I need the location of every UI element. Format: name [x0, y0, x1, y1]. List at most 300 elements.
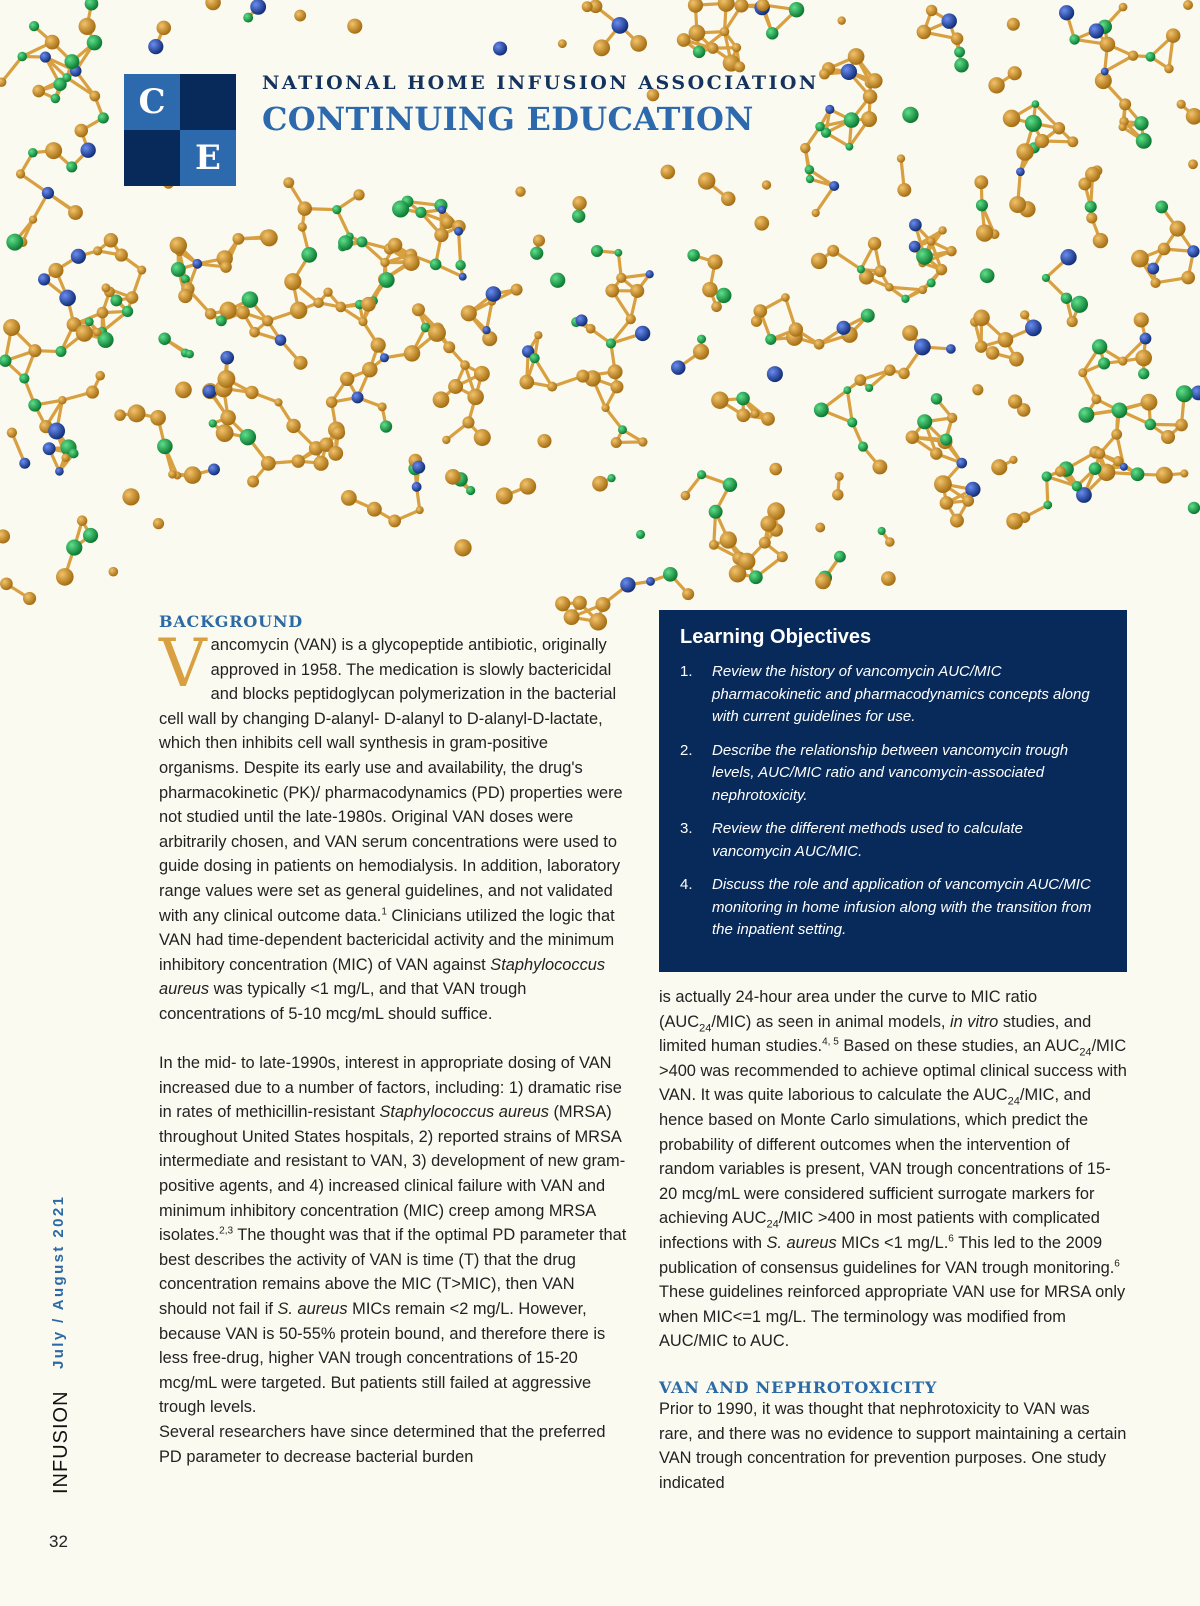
- atom-gold: [1003, 110, 1020, 127]
- atom-gold: [930, 447, 942, 459]
- atom-gold: [576, 370, 589, 383]
- atom-gold: [555, 596, 570, 611]
- atom-green: [1131, 467, 1145, 481]
- atom-gold: [814, 339, 825, 350]
- atom-gold: [403, 254, 420, 271]
- atom-gold: [1078, 368, 1087, 377]
- atom-blue: [646, 577, 655, 586]
- atom-blue: [1120, 463, 1128, 471]
- objective-text: Review the different methods used to calculate vancomycin AUC/MIC.: [712, 820, 1024, 860]
- atom-gold: [897, 154, 905, 162]
- atom-gold: [313, 298, 324, 309]
- atom-green: [901, 295, 909, 303]
- atom-green: [216, 315, 227, 326]
- atom-green: [1155, 201, 1168, 214]
- atom-blue: [192, 259, 202, 269]
- atom-blue: [576, 314, 588, 326]
- atom-gold: [1131, 250, 1149, 268]
- atom-gold: [496, 487, 513, 504]
- atom-gold: [298, 201, 312, 215]
- atom-gold: [515, 186, 525, 196]
- atom-blue: [220, 351, 234, 365]
- ce-logo: [124, 74, 236, 186]
- atom-green: [847, 417, 857, 427]
- atom-gold: [93, 328, 102, 337]
- atom-gold: [292, 454, 305, 467]
- atom-gold: [592, 476, 608, 492]
- atom-gold: [184, 466, 202, 484]
- atom-green: [380, 420, 392, 432]
- atom-green: [693, 46, 705, 58]
- atom-blue: [646, 270, 654, 278]
- atom-green: [834, 551, 846, 563]
- atom-green: [806, 175, 814, 183]
- atom-green: [663, 567, 678, 582]
- atom-gold: [93, 246, 102, 255]
- atom-gold: [1141, 394, 1158, 411]
- objective-item: [680, 874, 1105, 942]
- atom-gold: [48, 263, 63, 278]
- atom-green: [29, 21, 39, 31]
- atom-blue: [956, 458, 967, 469]
- atom-gold: [815, 574, 831, 590]
- atom-gold: [1161, 430, 1175, 444]
- atom-gold: [1118, 123, 1126, 131]
- atom-green: [1136, 133, 1152, 149]
- atom-gold: [1118, 356, 1127, 365]
- atom-gold: [972, 384, 983, 395]
- atom-blue: [946, 344, 956, 354]
- atom-gold: [729, 565, 747, 583]
- atom-gold: [249, 327, 260, 338]
- atom-gold: [800, 143, 810, 153]
- atom-gold: [611, 437, 622, 448]
- atom-gold: [1164, 64, 1173, 73]
- atom-green: [697, 470, 706, 479]
- nephrotoxicity-text: [659, 1397, 1127, 1495]
- atom-green: [857, 265, 865, 273]
- atom-gold: [973, 310, 990, 327]
- atom-green: [814, 402, 829, 417]
- atom-blue: [55, 467, 64, 476]
- atom-gold: [709, 540, 719, 550]
- atom-gold: [1020, 310, 1029, 319]
- atom-gold: [95, 371, 105, 381]
- atom-gold: [340, 372, 354, 386]
- atom-green: [19, 373, 29, 383]
- atom-gold: [236, 306, 250, 320]
- atom-gold: [1009, 352, 1024, 367]
- atom-blue: [438, 206, 446, 214]
- atom-green: [356, 236, 367, 247]
- atom-gold: [626, 314, 636, 324]
- atom-green: [878, 527, 886, 535]
- atom-gold: [1181, 271, 1195, 285]
- atom-gold: [56, 568, 74, 586]
- atom-gold: [718, 0, 735, 12]
- background-text: [159, 625, 627, 1469]
- atom-gold: [217, 370, 235, 388]
- atom-gold: [926, 5, 937, 16]
- atom-blue: [1060, 249, 1076, 265]
- atom-gold: [0, 529, 10, 543]
- atom-green: [430, 259, 442, 271]
- atom-gold: [863, 89, 878, 104]
- atom-gold: [998, 332, 1014, 348]
- atom-blue: [148, 39, 163, 54]
- atom-green: [1025, 115, 1042, 132]
- atom-gold: [976, 224, 993, 241]
- atom-gold: [572, 196, 586, 210]
- page-number: 32: [49, 1532, 68, 1551]
- atom-gold: [262, 315, 273, 326]
- atom-gold: [682, 588, 694, 600]
- atom-green: [6, 234, 23, 251]
- atom-gold: [951, 32, 964, 45]
- atom-green: [51, 94, 61, 104]
- atom-green: [697, 335, 706, 344]
- atom-gold: [362, 362, 378, 378]
- atom-gold: [434, 228, 448, 242]
- atom-gold: [153, 518, 164, 529]
- atom-gold: [874, 265, 886, 277]
- atom-green: [736, 392, 750, 406]
- atom-gold: [247, 476, 259, 488]
- atom-green: [301, 247, 317, 263]
- atom-gold: [707, 43, 718, 54]
- atom-gold: [205, 0, 221, 10]
- atom-green: [1145, 419, 1156, 430]
- atom-gold: [1180, 469, 1188, 477]
- atom-gold: [681, 491, 691, 501]
- atom-green: [1032, 100, 1040, 108]
- atom-green: [1043, 501, 1052, 510]
- atom-gold: [454, 539, 471, 556]
- atom-blue: [965, 482, 980, 497]
- atom-green: [28, 148, 38, 158]
- atom-gold: [328, 446, 343, 461]
- atom-green: [723, 478, 737, 492]
- atom-blue: [275, 334, 286, 345]
- atom-gold: [1094, 448, 1105, 459]
- atom-gold: [902, 325, 918, 341]
- atom-gold: [974, 175, 988, 189]
- atom-gold: [1055, 466, 1066, 477]
- atom-gold: [762, 180, 771, 189]
- atom-gold: [573, 596, 587, 610]
- atom-gold: [711, 392, 728, 409]
- atom-green: [927, 278, 936, 287]
- atom-gold: [533, 235, 545, 247]
- atom-gold: [962, 495, 974, 507]
- atom-gold: [433, 391, 450, 408]
- atom-gold: [812, 209, 820, 217]
- atom-gold: [61, 453, 70, 462]
- atom-gold: [170, 237, 187, 254]
- atom-gold: [1175, 419, 1188, 432]
- atom-gold: [114, 409, 126, 421]
- atom-gold: [975, 340, 987, 352]
- atom-green: [765, 334, 776, 345]
- atom-gold: [388, 238, 403, 253]
- atom-gold: [16, 169, 25, 178]
- atom-green: [845, 143, 853, 151]
- atom-gold: [76, 325, 93, 342]
- atom-gold: [761, 412, 775, 426]
- atom-gold: [353, 189, 364, 200]
- atom-green: [98, 112, 109, 123]
- atom-gold: [261, 229, 278, 246]
- atom-green: [766, 27, 778, 39]
- atom-green: [62, 73, 71, 82]
- atom-gold: [108, 567, 118, 577]
- atom-gold: [347, 19, 362, 34]
- atom-gold: [68, 205, 83, 220]
- atom-gold: [104, 233, 118, 247]
- atom-blue: [620, 577, 635, 592]
- atom-gold: [245, 386, 258, 399]
- atom-green: [916, 248, 933, 265]
- atom-blue: [19, 458, 30, 469]
- atom-gold: [58, 396, 66, 404]
- right-paragraph-2: Prior to 1990, it was thought that nephrotoxicity to VAN was rare, and there was no evidence to support maintaining a certain VAN trough concentration for prevention purposes. One study indicated: [659, 1399, 1127, 1492]
- ce-logo-e: E: [180, 130, 236, 186]
- atom-gold: [461, 305, 477, 321]
- atom-gold: [1007, 18, 1020, 31]
- atom-gold: [832, 489, 843, 500]
- atom-gold: [7, 428, 17, 438]
- atom-gold: [274, 398, 282, 406]
- atom-gold: [867, 73, 882, 88]
- atom-gold: [586, 324, 596, 334]
- atom-green: [64, 54, 79, 69]
- atom-blue: [829, 181, 839, 191]
- atom-green: [240, 429, 256, 445]
- atom-green: [805, 165, 815, 175]
- atom-green: [69, 449, 79, 459]
- atom-gold: [474, 366, 490, 382]
- atom-green: [85, 317, 94, 326]
- atom-gold: [988, 77, 1004, 93]
- ce-logo-c: C: [124, 74, 180, 130]
- atom-gold: [115, 249, 128, 262]
- right-paragraph-1: is actually 24-hour area under the curve to MIC ratio $(AUC_{24}/MIC)$ as seen in animal models, in vitro studies, and limited human studies.$^{4, 5}$ Based on these studies, an $AUC_{24}$/MIC >400 was recommended to achieve optimal clinical success with VAN. It was quite laborious to calculate the $AUC_{24}$/MIC, and hence based on Monte Carlo simulations, which predict the probability of different outcomes when the intervention of random variables is present, VAN trough concentrations of 15-20 mcg/mL were considered sufficient surrogate markers for achieving $AUC_{24}$/MIC >400 in most patients with complicated infections with S. aureus MICs <1 mg/L.$^6$ This led to the 2009 publication of consensus guidelines for VAN trough monitoring.$^6$ These guidelines reinforced appropriate VAN use for MRSA only when MIC<=1 mg/L. The terminology was modified from AUC/MIC to AUC.: [659, 988, 1127, 1351]
- atom-gold: [331, 426, 345, 440]
- atom-gold: [1119, 98, 1131, 110]
- atom-green: [66, 161, 77, 172]
- atom-green: [954, 58, 968, 72]
- atom-green: [954, 47, 965, 58]
- atom-green: [980, 268, 995, 283]
- atom-gold: [1135, 350, 1152, 367]
- page-sidebar: [44, 1196, 74, 1496]
- atom-gold: [938, 226, 946, 234]
- atom-gold: [630, 35, 647, 52]
- atom-green: [110, 294, 122, 306]
- atom-blue: [1059, 5, 1074, 20]
- atom-gold: [137, 266, 146, 275]
- atom-gold: [89, 91, 100, 102]
- atom-green: [1146, 52, 1156, 62]
- atom-gold: [23, 592, 36, 605]
- atom-gold: [917, 25, 931, 39]
- objective-number: 1.: [680, 663, 693, 680]
- atom-blue: [841, 64, 857, 80]
- atom-gold: [734, 61, 745, 72]
- background-paragraph-3: Several researchers have since determined that the preferred PD parameter to decrease bacterial burden: [159, 1423, 606, 1466]
- atom-gold: [45, 142, 62, 159]
- background-paragraph-1: ancomycin (VAN) is a glycopeptide antibiotic, originally approved in 1958. The medication is slowly bactericidal and blocks peptidoglycan polymerization in the bacterial cell wall by changing D-alanyl- D-alanyl to D-alanyl-D-lactate, which then inhibits cell wall synthesis in gram-positive organisms. Despite its early use and availability, the drug's pharmacokinetic (PK)/ pharmacodynamics (PD) properties were not studied until the late-1980s. Original VAN doses were arbitrarily chosen, and VAN serum concentrations were used to guide dosing in patients on hemodialysis. In addition, laboratory range values were set as general guidelines, and not validated with any clinical outcome data.$^1$ Clinicians utilized the logic that VAN had time-dependent bactericidal activity and the minimum inhibitory concentration (MIC) of VAN against Staphylococcus aureus was typically <1 mg/L, and that VAN trough concentrations of 5-10 mcg/mL should suffice.: [159, 636, 623, 1023]
- atom-gold: [122, 488, 139, 505]
- atom-green: [185, 350, 193, 358]
- atom-green: [1061, 293, 1072, 304]
- atom-blue: [203, 385, 217, 399]
- atom-gold: [294, 356, 308, 370]
- atom-blue: [909, 219, 922, 232]
- atom-gold: [707, 254, 722, 269]
- nephrotoxicity-heading: VAN AND NEPHROTOXICITY: [659, 1377, 938, 1397]
- atom-green: [157, 439, 173, 455]
- atom-gold: [1053, 122, 1065, 134]
- atom-green: [338, 235, 353, 250]
- learning-objectives-box: [659, 610, 1127, 972]
- atom-blue: [486, 286, 502, 302]
- atom-gold: [1067, 136, 1078, 147]
- atom-blue: [412, 482, 422, 492]
- atom-green: [85, 0, 99, 11]
- atom-blue: [80, 143, 95, 158]
- atom-gold: [781, 293, 790, 302]
- atom-gold: [827, 245, 839, 257]
- atom-green: [209, 419, 217, 427]
- atom-blue: [1089, 23, 1104, 38]
- atom-gold: [811, 253, 827, 269]
- atom-gold: [101, 283, 110, 292]
- atom-green: [843, 386, 851, 394]
- atom-gold: [519, 375, 534, 390]
- atom-gold: [881, 571, 896, 586]
- atom-gold: [720, 27, 730, 37]
- atom-green: [466, 486, 475, 495]
- atom-gold: [45, 35, 60, 50]
- atom-green: [1089, 462, 1102, 475]
- atom-green: [66, 539, 82, 555]
- atom-blue: [611, 17, 628, 34]
- atom-green: [902, 107, 918, 123]
- atom-gold: [511, 284, 523, 296]
- learning-objectives-title: Learning Objectives: [680, 626, 872, 648]
- objective-number: 2.: [680, 741, 693, 759]
- atom-gold: [815, 523, 825, 533]
- atom-green: [749, 570, 763, 584]
- atom-gold: [1085, 167, 1100, 182]
- atom-gold: [760, 516, 776, 532]
- atom-gold: [445, 469, 461, 485]
- atom-gold: [721, 192, 735, 206]
- atom-green: [158, 332, 171, 345]
- atom-gold: [848, 48, 865, 65]
- atom-gold: [79, 18, 96, 35]
- atom-green: [530, 247, 543, 260]
- atom-gold: [946, 246, 956, 256]
- atom-gold: [777, 551, 788, 562]
- atom-gold: [630, 284, 644, 298]
- atom-green: [455, 260, 465, 270]
- atom-gold: [1009, 456, 1017, 464]
- atom-gold: [601, 404, 609, 412]
- objective-number: 3.: [680, 820, 693, 837]
- atom-gold: [178, 289, 192, 303]
- objective-text: Describe the relationship between vancomycin trough levels, AUC/MIC ratio and vancomycin-associated nephrotoxicity.: [712, 741, 1069, 804]
- atom-gold: [819, 69, 830, 80]
- section-title: CONTINUING EDUCATION: [262, 100, 754, 138]
- atom-gold: [605, 284, 619, 298]
- atom-gold: [175, 382, 192, 399]
- association-name: NATIONAL HOME INFUSION ASSOCIATION: [262, 72, 819, 94]
- atom-green: [931, 393, 942, 404]
- atom-gold: [702, 282, 718, 298]
- atom-blue: [40, 52, 51, 63]
- atom-gold: [918, 285, 927, 294]
- atom-blue: [352, 391, 364, 403]
- atom-green: [1112, 402, 1128, 418]
- atom-gold: [885, 537, 895, 547]
- atom-green: [87, 35, 102, 50]
- atom-gold: [711, 301, 722, 312]
- atom-gold: [751, 316, 762, 327]
- atom-gold: [547, 382, 557, 392]
- background-paragraph-2: In the mid- to late-1990s, interest in appropriate dosing of VAN increased due to a number of factors, including: 1) dramatic rise in rates of methicillin-resistant Staphylococcus aureus (MRSA) throughout United States hospitals, 2) reported strains of MRSA intermediate and resistant to VAN, 3) development of new gram-positive agents, and 4) increased clinical failure with VAN and minimum inhibitory concentration (MIC) creep among MRSA isolates.$^{2,3}$ The thought was that if the optimal PD parameter that best describes the activity of VAN is time (T) that the drug concentration remains above the MIC (T>MIC), then VAN should not fail if S. aureus MICs remain <2 mg/L. However, because VAN is 50-55% protein bound, and therefore there is less free-drug, higher VAN trough concentrations of 15-20 mcg/mL were targeted. But patients still failed at aggressive trough levels.: [159, 1054, 627, 1417]
- objective-item: [680, 661, 1105, 729]
- atom-green: [815, 122, 825, 132]
- atom-green: [1042, 471, 1052, 481]
- atom-blue: [59, 290, 76, 307]
- atom-green: [618, 425, 627, 434]
- atom-gold: [298, 222, 307, 231]
- drop-cap: V: [159, 625, 207, 702]
- atom-gold: [126, 291, 139, 304]
- atom-green: [530, 353, 540, 363]
- atom-gold: [610, 380, 623, 393]
- atom-gold: [462, 416, 474, 428]
- atom-gold: [1091, 394, 1101, 404]
- atom-gold: [29, 215, 37, 223]
- atom-gold: [1111, 429, 1122, 440]
- atom-gold: [1183, 0, 1193, 10]
- atom-gold: [835, 472, 844, 481]
- atom-green: [1078, 407, 1094, 423]
- atom-gold: [1009, 196, 1026, 213]
- objective-text: Discuss the role and application of vancomycin AUC/MIC monitoring in home infusion along with the transition from the inpatient setting.: [712, 876, 1092, 938]
- atom-green: [709, 505, 723, 519]
- atom-gold: [443, 341, 455, 353]
- atom-blue: [380, 353, 389, 362]
- atom-gold: [205, 308, 216, 319]
- atom-green: [28, 399, 41, 412]
- atom-gold: [97, 307, 109, 319]
- atom-green: [1098, 357, 1110, 369]
- atom-gold: [3, 319, 20, 336]
- atom-gold: [1006, 513, 1023, 530]
- atom-blue: [837, 321, 851, 335]
- atom-green: [392, 200, 409, 217]
- atom-green: [687, 249, 699, 261]
- atom-gold: [1188, 159, 1198, 169]
- atom-green: [917, 414, 932, 429]
- atom-gold: [927, 237, 936, 246]
- atom-gold: [378, 402, 387, 411]
- atom-gold: [638, 437, 647, 446]
